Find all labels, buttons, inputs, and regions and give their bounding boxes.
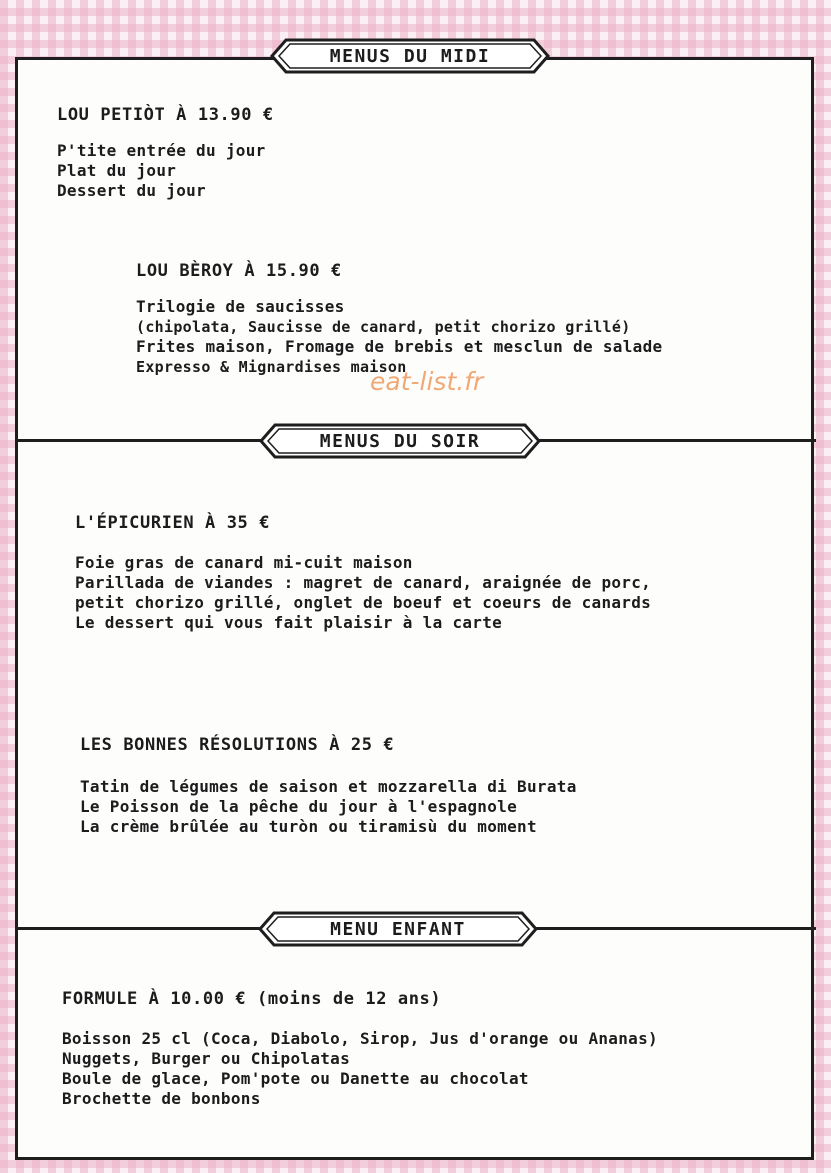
section-heading: MENUS DU MIDI [329, 45, 491, 67]
menu-lou-beroy [136, 261, 662, 377]
menu-lou-petiot [57, 105, 274, 201]
menu-item: Tatin de légumes de saison et mozzarella di Burata [80, 777, 577, 796]
menu-item: Le Poisson de la pêche du jour à l'espagnole [80, 797, 518, 816]
banner-menus-midi [270, 38, 550, 74]
menu-item: Boisson 25 cl (Coca, Diabolo, Sirop, Jus d'orange ou Ananas) [62, 1029, 658, 1048]
menu-item: Dessert du jour [57, 181, 206, 200]
menu-title: L'ÉPICURIEN À 35 € [75, 513, 271, 533]
menu-item: Boule de glace, Pom'pote ou Danette au chocolat [62, 1069, 529, 1088]
menu-item: Trilogie de saucisses [136, 297, 345, 316]
menu-item: petit chorizo grillé, onglet de boeuf et coeurs de canards [75, 593, 652, 612]
menu-item: Plat du jour [57, 161, 177, 180]
menu-title: LOU PETIÒT À 13.90 € [57, 105, 274, 125]
menu-item: Parillada de viandes : magret de canard, araignée de porc, [75, 573, 652, 592]
menu-epicurien [75, 513, 651, 633]
menu-item: Nuggets, Burger ou Chipolatas [62, 1049, 351, 1068]
menu-formule-enfant [62, 989, 658, 1109]
menu-title: LES BONNES RÉSOLUTIONS À 25 € [80, 735, 395, 755]
menu-item: Foie gras de canard mi-cuit maison [75, 553, 413, 572]
banner-menu-enfant [258, 911, 538, 947]
menu-title: FORMULE À 10.00 € (moins de 12 ans) [62, 989, 442, 1009]
menu-item: La crème brûlée au turòn ou tiramisù du moment [80, 817, 537, 836]
menu-item: Le dessert qui vous fait plaisir à la carte [75, 613, 503, 632]
section-heading: MENUS DU SOIR [319, 430, 481, 452]
menu-title: LOU BÈROY À 15.90 € [136, 261, 342, 281]
banner-menus-soir [259, 423, 541, 459]
section-heading: MENU ENFANT [330, 918, 466, 940]
menu-item: P'tite entrée du jour [57, 141, 266, 160]
menu-item: Brochette de bonbons [62, 1089, 261, 1108]
menu-bonnes-resolutions [80, 735, 577, 837]
menu-item: Frites maison, Fromage de brebis et mesclun de salade [136, 337, 663, 356]
menu-item: Expresso & Mignardises maison [136, 358, 407, 376]
menu-item: (chipolata, Saucisse de canard, petit chorizo grillé) [136, 318, 631, 336]
watermark-text: eat-list.fr [370, 367, 484, 396]
